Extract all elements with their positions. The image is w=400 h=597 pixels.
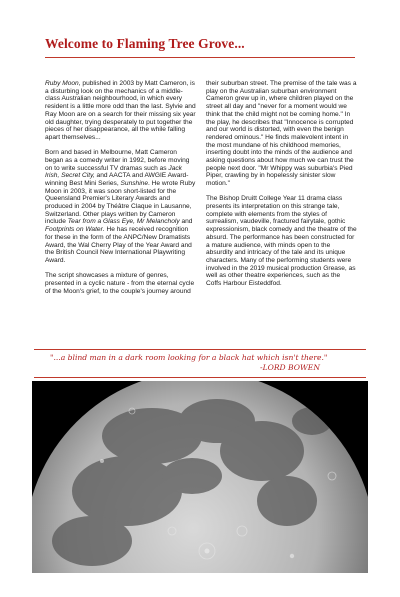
bio-text-e: . He has received recognition for these in the form of the ANPC/New Dramatists Award, the Wal Cherry Play of the Year Award and the British Council New International Playwriting Award. [45, 226, 192, 264]
right-column [206, 80, 357, 350]
left-column [45, 80, 196, 350]
quote-rule-top [34, 349, 366, 350]
play-titles: Tear from a Glass Eye, Mr Melancholy [67, 218, 180, 226]
moon-illustration [32, 381, 368, 573]
quote-rule-bottom [34, 377, 366, 378]
quote-text: "...a blind man in a dark room looking for a black hat which isn't there." [50, 353, 328, 362]
play-title: Ruby Moon [45, 80, 79, 87]
pull-quote [50, 353, 360, 372]
moon-image [32, 381, 368, 573]
quote-attribution: -LORD BOWEN [260, 363, 320, 372]
intro-text: , published in 2003 by Matt Cameron, is a disturbing look on the mechanics of a middle-class Australian neighbourhood, in which every resident is a little more odd than the last. Sylvie and Ray Moon are on a search for their missing six year old daughter, trying desperately to put together the pieces of her disappearance, all the while falling apart themselves... [45, 80, 196, 141]
show-title-sunshine: Sunshine [120, 179, 148, 187]
bio-text-c: . He wrote Ruby Moon in 2003, it was soon short-listed for the Queensland Premier's Literary Awards and produced in 2004 by Théâtre Claque in Lausanne, Switzerland. Other plays written by Cameron include [45, 179, 196, 226]
bio-text-d: and [179, 218, 193, 226]
paragraph-premise: their suburban street. The premise of the tale was a play on the Australian suburban environment Cameron grew up in, where children played on the street all day and "never for a moment would we think that the child might not be coming home." In the play, he describes that "Innocence is corrupted and our world is distorted, with even the benign rendered ominous." He finds malevolent intent in the most mundane of his childhood memories, inserting doubt into the minds of the audience and asking questions about how much we can trust the people next door. "Mr Whippy was suburbia's Pied Piper, crawling by in hopelessly sinister slow motion." [206, 80, 357, 188]
page-title: Welcome to Flaming Tree Grove... [45, 36, 245, 51]
paragraph-author-bio [45, 149, 196, 265]
paragraph-production: The Bishop Druitt College Year 11 drama class presents its interpretation on this strange tale, complete with elements from the styles of surrealism, vaudeville, fractured fairytale, gothic expressionism, black comedy and the theatre of the absurd. The performance has been constructed for a mature audience, with minds open to the absurdity and intricacy of the tale and its unique characters. Many of the performing students were involved in the 2019 musical production Grease, as well as other theatre experiences, such as the Coffs Harbour Eisteddfod. [206, 195, 357, 288]
paragraph-intro [45, 80, 196, 142]
play-title-footprints: Footprints on Water [45, 226, 103, 234]
bio-text-b: and AACTA and AWGIE Award-winning Best Mini Series, [45, 172, 189, 187]
show-titles: Jack Irish, Secret City, [45, 164, 182, 180]
title-rule [45, 57, 355, 58]
article-body [45, 80, 357, 350]
paragraph-genres: The script showcases a mixture of genres, presented in a cyclic nature - from the eternal cycle of the Moon's grief, to the couple's journey around [45, 272, 195, 295]
bio-text-a: Born and based in Melbourne, Matt Cameron began as a comedy writer in 1992, before moving on to write successful TV dramas such as [45, 149, 190, 172]
